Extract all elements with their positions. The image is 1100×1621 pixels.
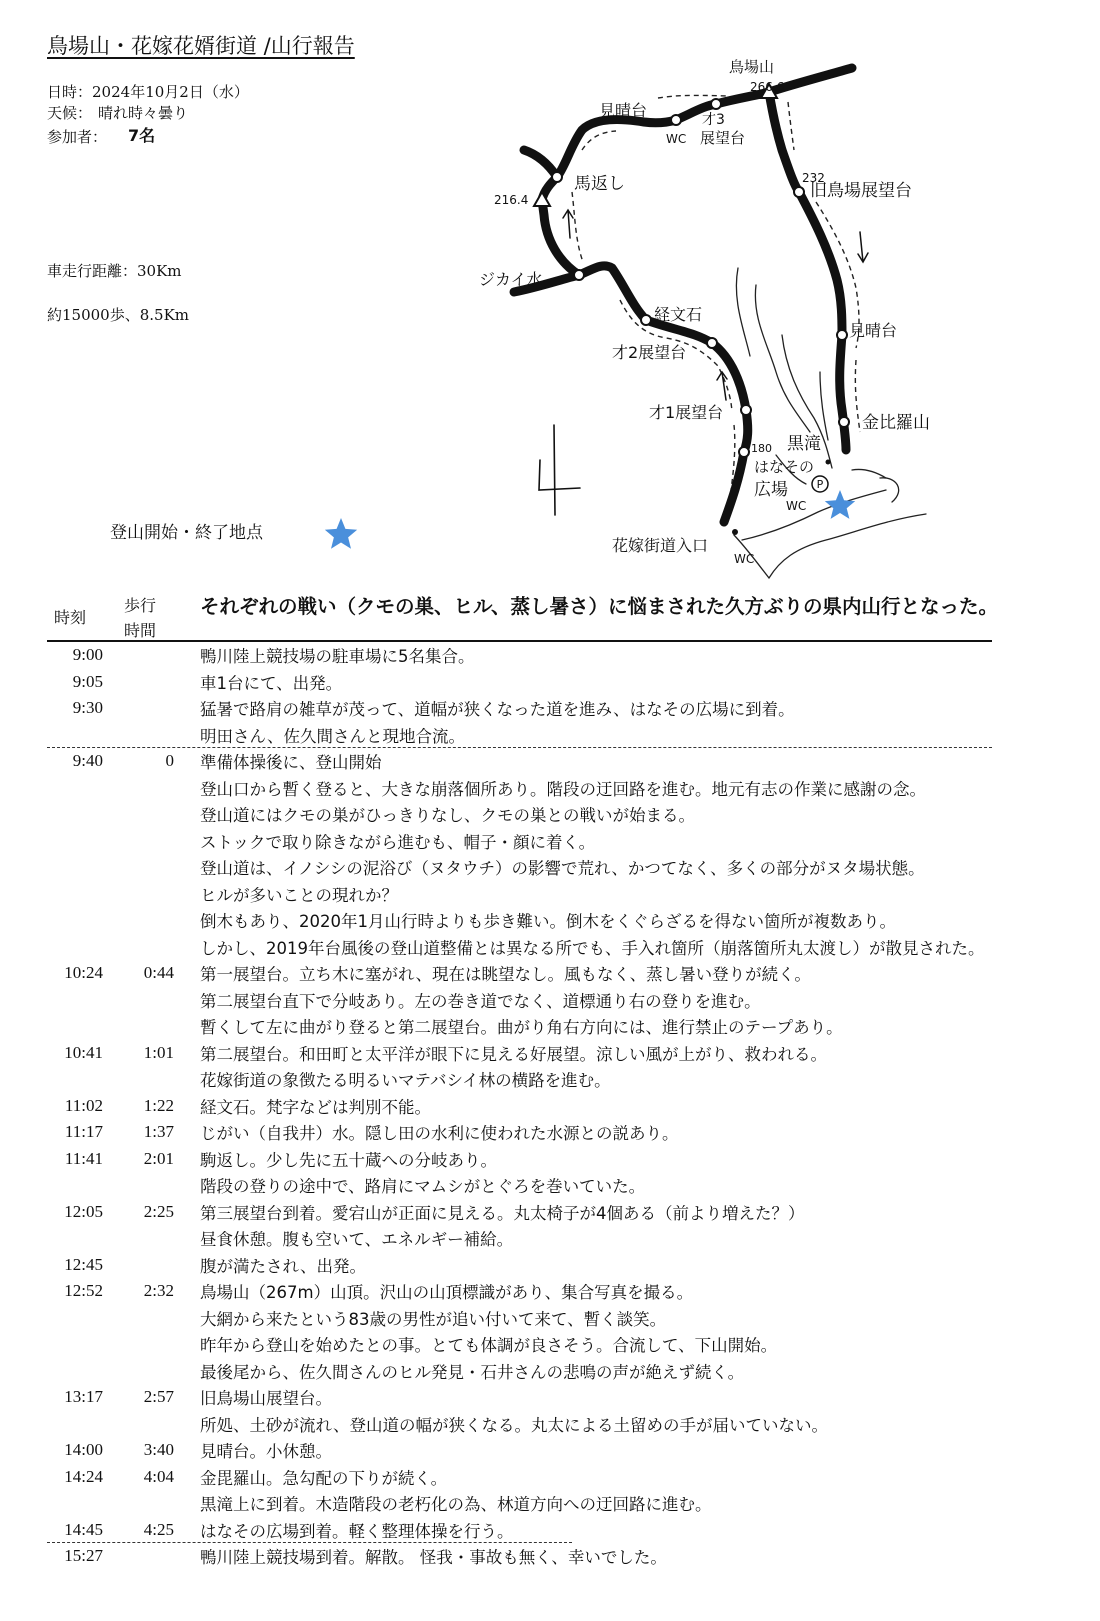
waypoint-dot [837,330,847,340]
label-toriba-peak: 鳥場山 [729,58,775,76]
log-text: 経文石。梵字などは判別不能。 [200,1097,431,1117]
log-time: 11:41 [64,1148,103,1168]
log-text: 第一展望台。立ち木に塞がれ、現在は眺望なし。風もなく、蒸し暑い登りが続く。 [200,965,811,985]
waypoint-dot [741,405,751,415]
log-text: 金毘羅山。急勾配の下りが続く。 [200,1468,448,1488]
label-elev-232: 232 [802,171,825,185]
label-kyomonseki: 経文石 [654,305,703,324]
weather-line [47,103,188,123]
log-time: 15:27 [64,1546,103,1566]
waypoint-dot [711,99,721,109]
log-time: 9:30 [72,698,103,718]
label-wc-top: WC [666,132,687,146]
log-row [47,1411,1087,1438]
log-text: じがい（自我井）水。隠し田の水利に使われた水源との説あり。 [200,1124,679,1144]
log-time: 9:05 [72,671,103,691]
log-row [47,642,1087,669]
label-toriba-elev: 266.6 [750,80,785,94]
log-text: ヒルが多いことの現れか？ [200,885,398,905]
log-text: 鳥場山（267m）山頂。沢山の山頂標識があり、集合写真を撮る。 [200,1283,694,1303]
log-row [47,1384,1087,1411]
log-walk-time: 1:01 [143,1042,174,1062]
waypoint-dot [641,315,651,325]
log-walk-time: 0 [165,751,174,771]
log-row [47,722,1087,749]
log-walk-time: 1:22 [143,1095,174,1115]
log-time: 14:00 [64,1440,103,1460]
label-miharashi-east: 見晴台 [849,321,898,340]
log-time: 10:24 [64,963,103,983]
trail-route-line [788,102,794,150]
log-text: 黒滝上に到着。木造階段の老朽化の為、林道方向への迂回路に進む。 [200,1495,712,1515]
stream-line [755,285,810,432]
log-row [47,1066,1087,1093]
log-row [47,1225,1087,1252]
trail-route-line [658,95,728,98]
label-trailhead: 花嫁街道入口 [612,536,709,555]
road-line [524,150,557,177]
log-text: 鴨川陸上競技場到着。解散。 怪我・事故も無く、幸いでした。 [200,1548,667,1568]
log-text: 猛暑で路肩の雑草が茂って、道幅が狭くなった道を進み、はなその広場に到着。 [200,700,795,720]
direction-arrow-icon [563,210,573,238]
log-text: 準備体操後に、登山開始 [200,753,382,773]
log-row [47,1199,1087,1226]
date-label: 日時： [47,83,93,101]
car-distance: 車走行距離：30Km [47,262,182,280]
log-time: 13:17 [64,1387,103,1407]
log-text: 車1台にて、出発。 [200,673,343,693]
log-text: 所処、土砂が流れ、登山道の幅が狭くなる。丸太による土留めの手が届いていない。 [200,1415,828,1435]
participants-value: 7名 [128,126,156,145]
parking-letter: P [816,478,824,491]
waypoint-dot [839,417,849,427]
participants-line [47,126,156,147]
log-text: 最後尾から、佐久間さんのヒル発見・石井さんの悲鳴の声が絶えず続く。 [200,1362,745,1382]
stream-line [736,268,750,356]
trail-route-line [855,360,860,432]
log-time: 12:45 [64,1254,103,1274]
north-arrow-stroke [554,425,555,515]
log-text: 駒返し。少し先に五十蔵への分岐あり。 [200,1150,497,1170]
label-first-obs: 才1展望台 [649,403,724,422]
start-end-star-icon [825,490,855,519]
stream-line [852,469,886,478]
log-text: 第三展望台到着。愛宕山が正面に見える。丸太椅子が4個ある（前より増えた？） [200,1203,805,1223]
waypoint-dot [707,338,717,348]
page-title: 鳥場山・花嫁花婿街道 /山行報告 [47,34,355,58]
log-time: 11:17 [64,1122,103,1142]
weather-label: 天候： [47,104,93,122]
log-row [47,1013,1087,1040]
log-row [47,854,1087,881]
log-row [47,1331,1087,1358]
log-row [47,1172,1087,1199]
route-map [474,40,964,590]
log-text: 暫くして左に曲がり登ると第二展望台。曲がり角右方向には、進行禁止のテープあり。 [200,1018,843,1038]
log-row [47,1093,1087,1120]
label-wc-hiroba: WC [786,499,807,513]
road-line [769,92,846,450]
weather-value: 晴れ時々曇り [98,104,189,122]
log-time: 9:40 [72,751,103,771]
log-text: 登山道にはクモの巣がひっきりなし、クモの巣との戦いが始まる。 [200,806,695,826]
label-miharashi-west: 見晴台 [599,101,648,120]
log-text: 旧鳥場山展望台。 [200,1389,332,1409]
label-third-obs: 展望台 [700,129,746,147]
label-jikaisui: ジカイ水 [479,270,543,289]
log-time: 12:52 [64,1281,103,1301]
log-text: 明田さん、佐久間さんと現地合流。 [200,726,465,746]
log-section [47,1543,1087,1570]
log-time: 9:00 [72,645,103,665]
waypoint-dot [739,447,749,457]
participants-label: 参加者： [47,128,108,146]
label-third-obs-num: 才3 [702,112,725,128]
log-section [47,748,1087,1543]
log-text: 腹が満たされ、出発。 [200,1256,366,1276]
log-text: 登山道は、イノシシの泥浴び（ヌタウチ）の影響で荒れ、かつてなく、多くの部分がヌタ場状態。 [200,859,925,879]
log-row [47,987,1087,1014]
log-text: 第二展望台。和田町と太平洋が眼下に見える好展望。涼しい風が上がり、救われる。 [200,1044,827,1064]
log-row [47,907,1087,934]
waypoint-dot [574,270,584,280]
log-time: 12:05 [64,1201,103,1221]
waypoints [534,84,849,457]
log-row [47,960,1087,987]
log-row [47,669,1087,696]
log-walk-time: 3:40 [143,1440,174,1460]
log-row [47,1490,1087,1517]
label-kurotaki: 黒滝 [787,434,821,454]
log-row [47,775,1087,802]
point-dot [732,529,738,535]
label-wc-trailhead: WC [734,552,755,566]
log-row [47,1119,1087,1146]
log-row [47,1517,1087,1544]
log-text: 見晴台。小休憩。 [200,1442,332,1462]
log-walk-time: 4:25 [143,1519,174,1539]
date-line [47,82,249,102]
log-text: 鴨川陸上競技場の駐車場に5名集合。 [200,647,475,667]
north-arrow-icon [539,425,580,515]
log-text: 花嫁街道の象徴たる明るいマテバシイ林の横路を進む。 [200,1071,611,1091]
point-dot [826,460,831,465]
date-value: 2024年10月2日（水） [92,83,249,101]
log-row [47,1146,1087,1173]
waypoint-dot [671,115,681,125]
column-header-walk-2: 時間 [124,621,157,640]
report-summary: それぞれの戦い（クモの巣、ヒル、蒸し暑さ）に悩まされた久方ぶりの県内山行となった。 [200,595,998,618]
log-text: 大網から来たという83歳の男性が追い付いて来て、暫く談笑。 [200,1309,667,1329]
log-row [47,934,1087,961]
trail-route-line [582,131,616,150]
log-text: 昨年から登山を始めたとの事。とても体調が良さそう。合流して、下山開始。 [200,1336,778,1356]
north-arrow-stroke [539,460,580,490]
label-second-obs: 才2展望台 [612,343,687,362]
label-hanazono: はなその [754,458,815,476]
log-walk-time: 2:57 [143,1387,174,1407]
log-row [47,801,1087,828]
stream-line [820,372,828,440]
log-walk-time: 4:04 [143,1466,174,1486]
direction-arrow-icon [858,232,868,262]
log-time: 10:41 [64,1042,103,1062]
legend-star [321,515,361,555]
label-umagaeshi: 馬返し [574,174,625,194]
log-walk-time: 1:37 [143,1122,174,1142]
direction-arrow-icon [717,372,727,400]
log-text: 階段の登りの途中で、路肩にマムシがとぐろを巻いていた。 [200,1177,646,1197]
log-row [47,1252,1087,1279]
legend-label: 登山開始・終了地点 [110,523,263,543]
log-row [47,881,1087,908]
stream-line [880,478,899,502]
log-text: はなその広場到着。軽く整理体操を行う。 [200,1521,514,1541]
label-elev-216: 216.4 [494,193,529,207]
log-row [47,1358,1087,1385]
label-old-obs: 旧鳥場展望台 [810,181,912,201]
log-text: 第二展望台直下で分岐あり。左の巻き道でなく、道標通り右の登りを進む。 [200,991,761,1011]
log-table [47,642,1087,1570]
column-header-walk: 歩行 [124,596,157,615]
log-walk-time: 2:32 [143,1281,174,1301]
label-elev-180: 180 [751,442,772,455]
steps-distance: 約15000歩、8.5Km [47,306,190,324]
log-walk-time: 0:44 [143,963,174,983]
waypoint-dot [794,187,804,197]
trail-route [572,95,860,490]
log-time: 11:02 [64,1095,103,1115]
label-konpira: 金比羅山 [862,413,930,433]
log-walk-time: 2:25 [143,1201,174,1221]
log-text: 倒木もあり、2020年1月山行時よりも歩き難い。倒木をくぐらざるを得ない箇所が複数あり。 [200,912,896,932]
log-text: 登山口から暫く登ると、大きな崩落個所あり。階段の迂回路を進む。地元有志の作業に感謝の念。 [200,779,926,799]
log-row [47,1305,1087,1332]
log-row [47,1040,1087,1067]
log-time: 14:24 [64,1466,103,1486]
log-row [47,1543,1087,1570]
log-row [47,695,1087,722]
waypoint-dot [552,172,562,182]
log-text: しかし、2019年台風後の登山道整備とは異なる所でも、手入れ箇所（崩落箇所丸太渡し）が散見された。 [200,938,985,958]
log-row [47,828,1087,855]
log-row [47,748,1087,775]
log-text: 昼食休憩。腹も空いて、エネルギー補給。 [200,1230,514,1250]
log-row [47,1278,1087,1305]
start-end-star-icon [325,518,357,549]
log-section [47,642,1087,748]
log-row [47,1437,1087,1464]
column-header-time: 時刻 [54,608,87,627]
log-row [47,1464,1087,1491]
trail-route-line [572,192,583,262]
log-time: 14:45 [64,1519,103,1539]
log-text: ストックで取り除きながら進むも、帽子・顔に着く。 [200,832,596,852]
log-walk-time: 2:01 [143,1148,174,1168]
label-hiroba: 広場 [754,480,788,500]
